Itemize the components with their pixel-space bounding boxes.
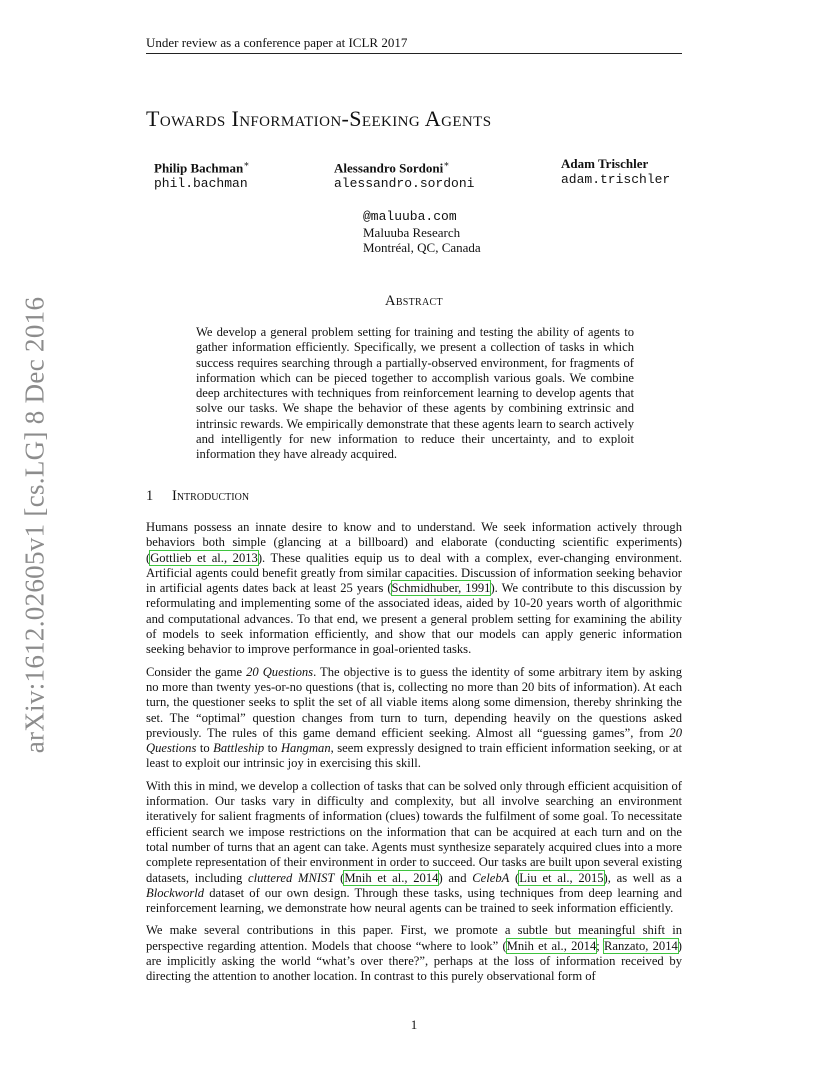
citation-link[interactable]: Gottlieb et al., 2013 [150,550,258,565]
author-2 [334,156,474,192]
author-1 [154,156,249,192]
running-header: Under review as a conference paper at ICLR 2017 [146,35,408,50]
paper-title: Towards Information-Seeking Agents [146,106,492,131]
affiliation-org: Maluuba Research [363,224,461,240]
arxiv-stamp-text: arXiv:1612.02605v1 [cs.LG] 8 Dec 2016 [19,296,50,754]
affiliation-location: Montréal, QC, Canada [363,240,481,255]
introduction-body [146,520,682,992]
author-name: Philip Bachman [154,160,244,176]
citation-link[interactable]: Mnih et al., 2014 [506,938,597,953]
citation-link[interactable]: Mnih et al., 2014 [344,870,439,885]
author-email: phil.bachman [154,176,248,192]
paragraph-4: We make several contributions in this paper. First, we promote a subtle but meaningful shift in perspective regarding attention. Models that choose “where to look” (Mnih et al., 2014; Ranzato, 2014) are implicitly asking the world “what’s over there?”, perhaps at the loss of information received by directing the attention to another location. In contrast to this purely observational form of [146,923,682,984]
abstract-heading: Abstract [385,293,443,309]
paragraph-3: With this in mind, we develop a collection of tasks that can be solved only through efficient acquisition of information. Our tasks vary in difficulty and complexity, but all involve searching an environment iteratively for salient fragments of information (clues) towards the fulfilment of some goal. To necessitate efficient search we impose restrictions on the information that can be acquired at each turn and on the total number of turns that an agent can take. Agents must synthesize separately acquired clues into a more complete representation of their environment in order to succeed. Our tasks are built upon several existing datasets, including cluttered MNIST (Mnih et al., 2014) and CelebA (Liu et al., 2015), as well as a Blockworld dataset of our own design. Through these tasks, using techniques from deep learning and reinforcement learning, we demonstrate how neural agents can be trained to seek information efficiently. [146,778,682,916]
equal-contribution-mark: ∗ [443,159,450,169]
section-title: Introduction [172,488,250,504]
paragraph-1: Humans possess an innate desire to know and to understand. We seek information actively through behaviors both simple (glancing at a billboard) and elaborate (conducting scientific experiments) (Gottlieb et al., 2013). These qualities equip us to deal with a complex, ever-changing environment. Artificial agents could benefit greatly from similar capacities. Discussion of information seeking behavior in artificial agents dates back at least 25 years (Schmidhuber, 1991). We contribute to this discussion by reformulating and implementing some of the associated ideas, aided by 10-20 years worth of algorithmic and computational advances. To that end, we present a general problem setting for examining the ability of models to seek information efficiently, and show that our models can apply generic information seeking behavior to improve performance in goal-oriented tasks. [146,520,682,657]
citation-link[interactable]: Ranzato, 2014 [603,938,678,953]
author-3 [561,156,670,188]
author-name: Alessandro Sordoni [334,160,444,176]
author-name: Adam Trischler [561,156,649,171]
citation-link[interactable]: Liu et al., 2015 [519,870,604,885]
page-number: 1 [410,1017,418,1032]
paragraph-2: Consider the game 20 Questions. The objective is to guess the identity of some arbitrary item by asking no more than twenty yes-or-no questions (that is, collecting no more than 20 bits of information). At each turn, the questioner seeks to split the set of all viable items along some dimension, thereby shrinking the set. The “optimal” question changes from turn to turn, depending heavily on the questions asked previously. The rules of this game demand efficient seeking. Almost all “guessing games”, from 20 Questions to Battleship to Hangman, seem expressly designed to train efficient information seeking, or at least to exploit our intrinsic joy in exercising this skill. [146,664,683,771]
section-heading [146,488,249,505]
author-email: adam.trischler [561,172,671,187]
header-rule [146,53,682,54]
section-number: 1 [146,488,154,504]
author-email: alessandro.sordoni [334,176,475,192]
citation-link[interactable]: Schmidhuber, 1991 [391,581,491,596]
abstract-text: We develop a general problem setting for training and testing the ability of agents to gather information efficiently. Specifically, we present a collection of tasks in which success requires searching through a partially-observed environment, for fragments of information which can be pieced together to accomplish various goals. We combine deep architectures with techniques from reinforcement learning to develop agents that solve our tasks. We shape the behavior of these agents by combining extrinsic and intrinsic rewards. We empirically demonstrate that these agents learn to search actively and intelligently for new information to reduce their uncertainty, and to exploit information they have already acquired. [196,325,634,462]
affiliation-domain: @maluuba.com [363,209,457,224]
affiliation [363,209,481,256]
equal-contribution-mark: ∗ [243,159,250,169]
